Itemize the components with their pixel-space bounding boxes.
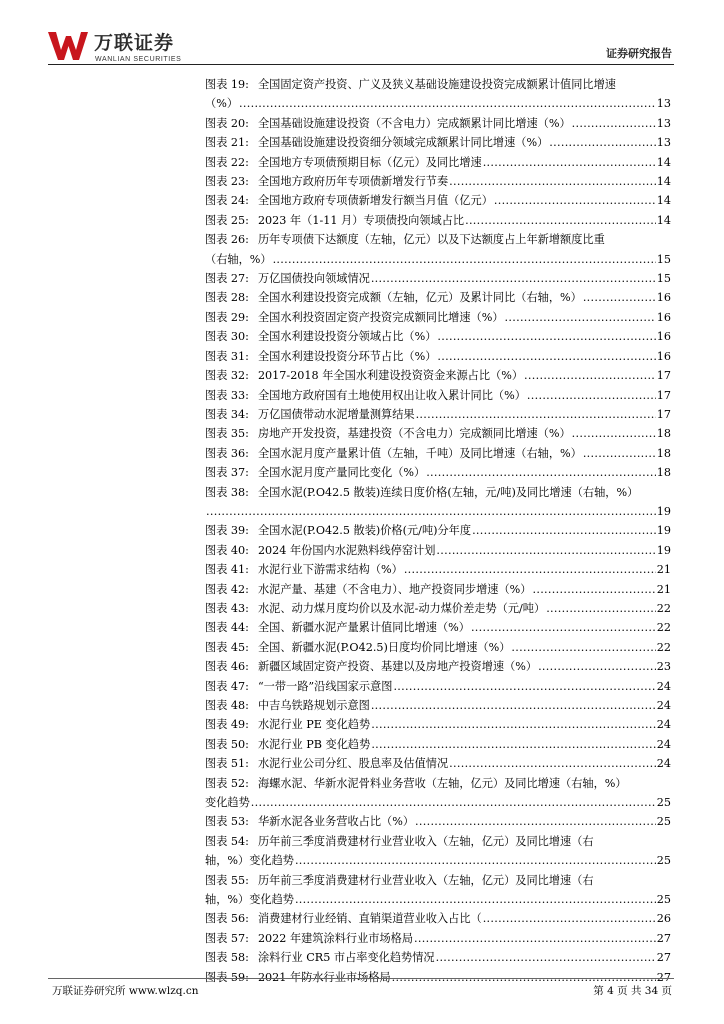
toc-page-number: 18 xyxy=(656,427,671,441)
dot-leader xyxy=(511,638,655,657)
toc-page-number: 27 xyxy=(656,951,671,965)
dot-leader xyxy=(527,386,656,405)
toc-title: 2017-2018 年全国水利建设投资资金来源占比（%） xyxy=(257,369,524,383)
toc-entry[interactable] xyxy=(205,812,671,831)
dot-leader xyxy=(437,347,655,366)
toc-page-number: 13 xyxy=(656,136,671,150)
wanlian-logo-icon xyxy=(47,30,89,62)
dot-leader xyxy=(371,269,656,288)
toc-entry[interactable] xyxy=(205,638,671,657)
page-header xyxy=(0,0,724,66)
toc-title: 全国、新疆水泥(P.O42.5)日度均价同比增速（%） xyxy=(257,640,511,654)
toc-page-number: 19 xyxy=(656,504,671,518)
toc-entry[interactable] xyxy=(205,211,671,230)
toc-entry[interactable] xyxy=(205,832,671,871)
toc-page-number: 17 xyxy=(656,388,671,402)
toc-label: 图表 44: xyxy=(205,621,249,635)
toc-label: 图表 25: xyxy=(205,213,249,227)
toc-title: 水泥行业下游需求结构（%） xyxy=(257,563,403,577)
toc-entry[interactable] xyxy=(205,715,671,734)
toc-label: 图表 38: xyxy=(205,485,249,499)
toc-entry[interactable] xyxy=(205,909,671,928)
toc-label: 图表 26: xyxy=(205,233,249,247)
toc-label: 图表 36: xyxy=(205,446,249,460)
toc-entry[interactable] xyxy=(205,288,671,307)
brand-name: 万联证券 xyxy=(94,32,175,54)
toc-title: 历年前三季度消费建材行业营业收入（左轴，亿元）及同比增速（右 xyxy=(257,834,594,848)
toc-title: 全国地方专项债预期目标（亿元）及同比增速 xyxy=(257,155,482,169)
dot-leader xyxy=(414,929,656,948)
toc-entry[interactable] xyxy=(205,405,671,424)
dot-leader xyxy=(436,541,655,560)
toc-title: 全国地方政府历年专项债新增发行节奏 xyxy=(257,175,449,189)
toc-label: 图表 54: xyxy=(205,834,249,848)
toc-title: 水泥行业 PE 变化趋势 xyxy=(257,718,371,732)
toc-entry[interactable] xyxy=(205,521,671,540)
toc-label: 图表 30: xyxy=(205,330,249,344)
toc-page-number: 23 xyxy=(656,660,671,674)
toc-page-number: 25 xyxy=(656,815,671,829)
toc-entry[interactable] xyxy=(205,560,671,579)
toc-title: 历年专项债下达额度（左轴，亿元）以及下达额度占上年新增额度比重 xyxy=(257,233,605,247)
toc-title: 全国地方政府国有土地使用权出让收入累计同比（%） xyxy=(257,388,526,402)
dot-leader xyxy=(449,172,656,191)
toc-title-continued: 轴，%）变化趋势 xyxy=(205,854,294,868)
toc-title: 全国水利投资固定资产投资完成额同比增速（%） xyxy=(257,310,504,324)
toc-page-number: 26 xyxy=(656,912,671,926)
toc-entry[interactable] xyxy=(205,696,671,715)
toc-page-number: 24 xyxy=(656,718,671,732)
toc-title: 全国基础设施建设投资细分领域完成额累计同比增速（%） xyxy=(257,136,549,150)
dot-leader xyxy=(239,94,656,113)
dot-leader xyxy=(206,502,656,521)
toc-title: 全国地方政府专项债新增发行额当月值（亿元） xyxy=(257,194,493,208)
toc-label: 图表 34: xyxy=(205,407,249,421)
toc-page-number: 13 xyxy=(656,116,671,130)
toc-entry[interactable] xyxy=(205,677,671,696)
toc-label: 图表 33: xyxy=(205,388,249,402)
toc-entry[interactable] xyxy=(205,871,671,910)
toc-title: 中吉乌铁路规划示意图 xyxy=(257,699,370,712)
toc-page-number: 25 xyxy=(656,854,671,868)
toc-title: “一带一路”沿线国家示意图 xyxy=(257,679,393,693)
toc-entry[interactable] xyxy=(205,580,671,599)
toc-label: 图表 35: xyxy=(205,427,249,441)
toc-title: 全国水泥(P.O42.5 散装)连续日度价格(左轴，元/吨)及同比增速（右轴，%） xyxy=(257,485,639,499)
dot-leader xyxy=(295,890,656,909)
toc-title: 涂料行业 CR5 市占率变化趋势情况 xyxy=(257,951,435,965)
dot-leader xyxy=(483,153,656,172)
toc-page-number: 18 xyxy=(656,466,671,480)
toc-page-number: 24 xyxy=(656,757,671,771)
toc-label: 图表 23: xyxy=(205,175,249,189)
toc-label: 图表 27: xyxy=(205,272,249,286)
toc-page-number: 15 xyxy=(656,272,671,286)
dot-leader xyxy=(483,909,656,928)
toc-entry[interactable] xyxy=(205,735,671,754)
toc-entry[interactable] xyxy=(205,114,671,133)
footer-divider xyxy=(48,978,674,979)
toc-label: 图表 52: xyxy=(205,776,249,790)
toc-page-number: 24 xyxy=(656,679,671,693)
toc-entry[interactable] xyxy=(205,774,671,813)
toc-entry[interactable] xyxy=(205,618,671,637)
toc-entry[interactable] xyxy=(205,929,671,948)
toc-label: 图表 37: xyxy=(205,466,249,480)
toc-title-continued: 轴，%）变化趋势 xyxy=(205,893,294,907)
dot-leader xyxy=(295,851,656,870)
dot-leader xyxy=(273,250,656,269)
toc-label: 图表 39: xyxy=(205,524,249,538)
toc-title-continued: （%） xyxy=(205,97,239,111)
toc-label: 图表 53: xyxy=(205,815,249,829)
toc-entry[interactable] xyxy=(205,269,671,288)
toc-title: 华新水泥各业务营收占比（%） xyxy=(257,815,415,829)
toc-entry[interactable] xyxy=(205,599,671,618)
toc-title: 全国基础设施建设投资（不含电力）完成额累计同比增速（%） xyxy=(257,116,571,130)
toc-title-continued: （右轴，%） xyxy=(205,252,272,266)
toc-label: 图表 55: xyxy=(205,873,249,887)
toc-title: 历年前三季度消费建材行业营业收入（左轴，亿元）及同比增速（右 xyxy=(257,873,594,887)
toc-page-number: 14 xyxy=(656,175,671,189)
toc-title: 水泥、动力煤月度均价以及水泥-动力煤价差走势（元/吨） xyxy=(257,601,546,615)
dot-leader xyxy=(415,812,656,831)
toc-entry[interactable] xyxy=(205,75,671,114)
toc-page-number: 22 xyxy=(656,621,671,635)
toc-label: 图表 59: xyxy=(205,970,249,984)
toc-page-number: 17 xyxy=(656,407,671,421)
toc-title: 2022 年建筑涂料行业市场格局 xyxy=(257,931,414,945)
toc-title: 全国水泥月度产量同比变化（%） xyxy=(257,466,426,480)
toc-title: 全国、新疆水泥产量累计值同比增速（%） xyxy=(257,621,470,635)
toc-page-number: 14 xyxy=(656,155,671,169)
toc-entry[interactable] xyxy=(205,153,671,172)
dot-leader xyxy=(572,114,656,133)
dot-leader xyxy=(393,677,655,696)
toc-page-number: 24 xyxy=(656,737,671,751)
brand-name-en: WANLIAN SECURITIES xyxy=(95,56,182,63)
toc-entry[interactable] xyxy=(205,347,671,366)
toc-title: 万亿国债投向领域情况 xyxy=(257,272,370,286)
toc-label: 图表 40: xyxy=(205,543,249,557)
toc-title: 全国水利建设投资完成额（左轴，亿元）及累计同比（右轴，%） xyxy=(257,291,582,305)
dot-leader xyxy=(437,327,655,346)
toc-title: 全国水利建设投资分领域占比（%） xyxy=(257,330,437,344)
toc-page-number: 17 xyxy=(656,369,671,383)
toc-label: 图表 45: xyxy=(205,640,249,654)
toc-page-number: 14 xyxy=(656,213,671,227)
dot-leader xyxy=(416,405,656,424)
toc-page-number: 15 xyxy=(656,252,671,266)
toc-page-number: 19 xyxy=(656,543,671,557)
toc-title: 2024 年份国内水泥熟料线停窑计划 xyxy=(257,543,436,557)
toc-page-number: 16 xyxy=(656,349,671,363)
toc-label: 图表 50: xyxy=(205,737,249,751)
toc-entry[interactable] xyxy=(205,541,671,560)
toc-entry[interactable] xyxy=(205,327,671,346)
dot-leader xyxy=(371,735,655,754)
dot-leader xyxy=(494,191,656,210)
page-number: 第 4 页 共 34 页 xyxy=(593,985,672,997)
toc-page-number: 16 xyxy=(656,310,671,324)
footer-source: 万联证券研究所 www.wlzq.cn xyxy=(52,985,199,997)
toc-label: 图表 21: xyxy=(205,136,249,150)
toc-entry[interactable] xyxy=(205,948,671,967)
toc-label: 图表 46: xyxy=(205,660,249,674)
toc-page-number: 22 xyxy=(656,640,671,654)
header-divider xyxy=(48,64,674,65)
dot-leader xyxy=(549,133,655,152)
toc-page-number: 14 xyxy=(656,194,671,208)
toc-label: 图表 32: xyxy=(205,369,249,383)
toc-title: 水泥行业公司分红、股息率及估值情况 xyxy=(257,757,449,771)
toc-page-number: 16 xyxy=(656,291,671,305)
toc-entry[interactable] xyxy=(205,463,671,482)
toc-entry[interactable] xyxy=(205,424,671,443)
toc-title: 房地产开发投资，基建投资（不含电力）完成额同比增速（%） xyxy=(257,427,571,441)
toc-title: 全国水利建设投资分环节占比（%） xyxy=(257,349,437,363)
toc-entry[interactable] xyxy=(205,230,671,269)
toc-label: 图表 31: xyxy=(205,349,249,363)
toc-page-number: 21 xyxy=(656,563,671,577)
toc-title: 2023 年（1-11 月）专项债投向领域占比 xyxy=(257,213,465,227)
toc-entry[interactable] xyxy=(205,366,671,385)
toc-title: 万亿国债带动水泥增量测算结果 xyxy=(257,407,415,421)
toc-label: 图表 51: xyxy=(205,757,249,771)
toc-page-number: 25 xyxy=(656,893,671,907)
toc-page-number: 24 xyxy=(656,699,671,712)
toc-label: 图表 28: xyxy=(205,291,249,305)
toc-label: 图表 47: xyxy=(205,679,249,693)
toc-label: 图表 48: xyxy=(205,699,249,712)
dot-leader xyxy=(426,463,656,482)
toc-title: 海螺水泥、华新水泥骨料业务营收（左轴，亿元）及同比增速（右轴，%） xyxy=(257,776,627,790)
dot-leader xyxy=(572,424,656,443)
toc-page-number: 27 xyxy=(656,931,671,945)
toc-title: 水泥产量、基建（不含电力）、地产投资同步增速（%） xyxy=(257,582,532,596)
dot-leader xyxy=(436,948,656,967)
toc-page-number: 22 xyxy=(656,601,671,615)
toc-title: 全国水泥月度产量累计值（左轴，千吨）及同比增速（右轴，%） xyxy=(257,446,582,460)
toc-entry[interactable] xyxy=(205,386,671,405)
dot-leader xyxy=(449,754,656,773)
toc-page-number: 21 xyxy=(656,582,671,596)
toc-label: 图表 29: xyxy=(205,310,249,324)
toc-page-number: 18 xyxy=(656,446,671,460)
toc-entry[interactable] xyxy=(205,657,671,676)
figure-table-of-contents xyxy=(205,75,671,987)
toc-entry[interactable] xyxy=(205,444,671,463)
dot-leader xyxy=(465,211,656,230)
toc-title: 水泥行业 PB 变化趋势 xyxy=(257,737,371,751)
dot-leader xyxy=(505,308,656,327)
dot-leader xyxy=(583,288,656,307)
toc-page-number: 13 xyxy=(656,97,671,111)
toc-entry[interactable] xyxy=(205,483,671,522)
toc-label: 图表 43: xyxy=(205,601,249,615)
dot-leader xyxy=(371,696,656,715)
toc-entry[interactable] xyxy=(205,172,671,191)
toc-label: 图表 42: xyxy=(205,582,249,596)
toc-title: 消费建材行业经销、直销渠道营业收入占比（ xyxy=(257,912,482,926)
toc-label: 图表 22: xyxy=(205,155,249,169)
dot-leader xyxy=(532,580,655,599)
dot-leader xyxy=(471,618,656,637)
toc-entry[interactable] xyxy=(205,133,671,152)
toc-title: 全国水泥(P.O42.5 散装)价格(元/吨)分年度 xyxy=(257,524,472,538)
toc-entry[interactable] xyxy=(205,191,671,210)
toc-page-number: 27 xyxy=(656,970,671,984)
toc-label: 图表 24: xyxy=(205,194,249,208)
toc-entry[interactable] xyxy=(205,754,671,773)
dot-leader xyxy=(583,444,656,463)
toc-title: 全国固定资产投资、广义及狭义基础设施建设投资完成额累计值同比增速 xyxy=(257,78,616,91)
toc-label: 图表 41: xyxy=(205,563,249,577)
toc-title-continued: 变化趋势 xyxy=(205,796,250,810)
dot-leader xyxy=(404,560,656,579)
toc-label: 图表 58: xyxy=(205,951,249,965)
toc-label: 图表 56: xyxy=(205,912,249,926)
toc-label: 图表 49: xyxy=(205,718,249,732)
toc-label: 图表 20: xyxy=(205,116,249,130)
toc-label: 图表 19: xyxy=(205,78,249,91)
toc-label: 图表 57: xyxy=(205,931,249,945)
dot-leader xyxy=(371,715,656,734)
dot-leader xyxy=(546,599,656,618)
dot-leader xyxy=(251,793,656,812)
dot-leader xyxy=(538,657,656,676)
toc-title: 2021 年防水行业市场格局 xyxy=(257,970,391,984)
dot-leader xyxy=(472,521,656,540)
toc-entry[interactable] xyxy=(205,308,671,327)
dot-leader xyxy=(524,366,656,385)
toc-page-number: 16 xyxy=(656,330,671,344)
report-type: 证券研究报告 xyxy=(606,47,672,60)
toc-title: 新疆区域固定资产投资、基建以及房地产投资增速（%） xyxy=(257,660,538,674)
toc-page-number: 25 xyxy=(656,796,671,810)
toc-page-number: 19 xyxy=(656,524,671,538)
